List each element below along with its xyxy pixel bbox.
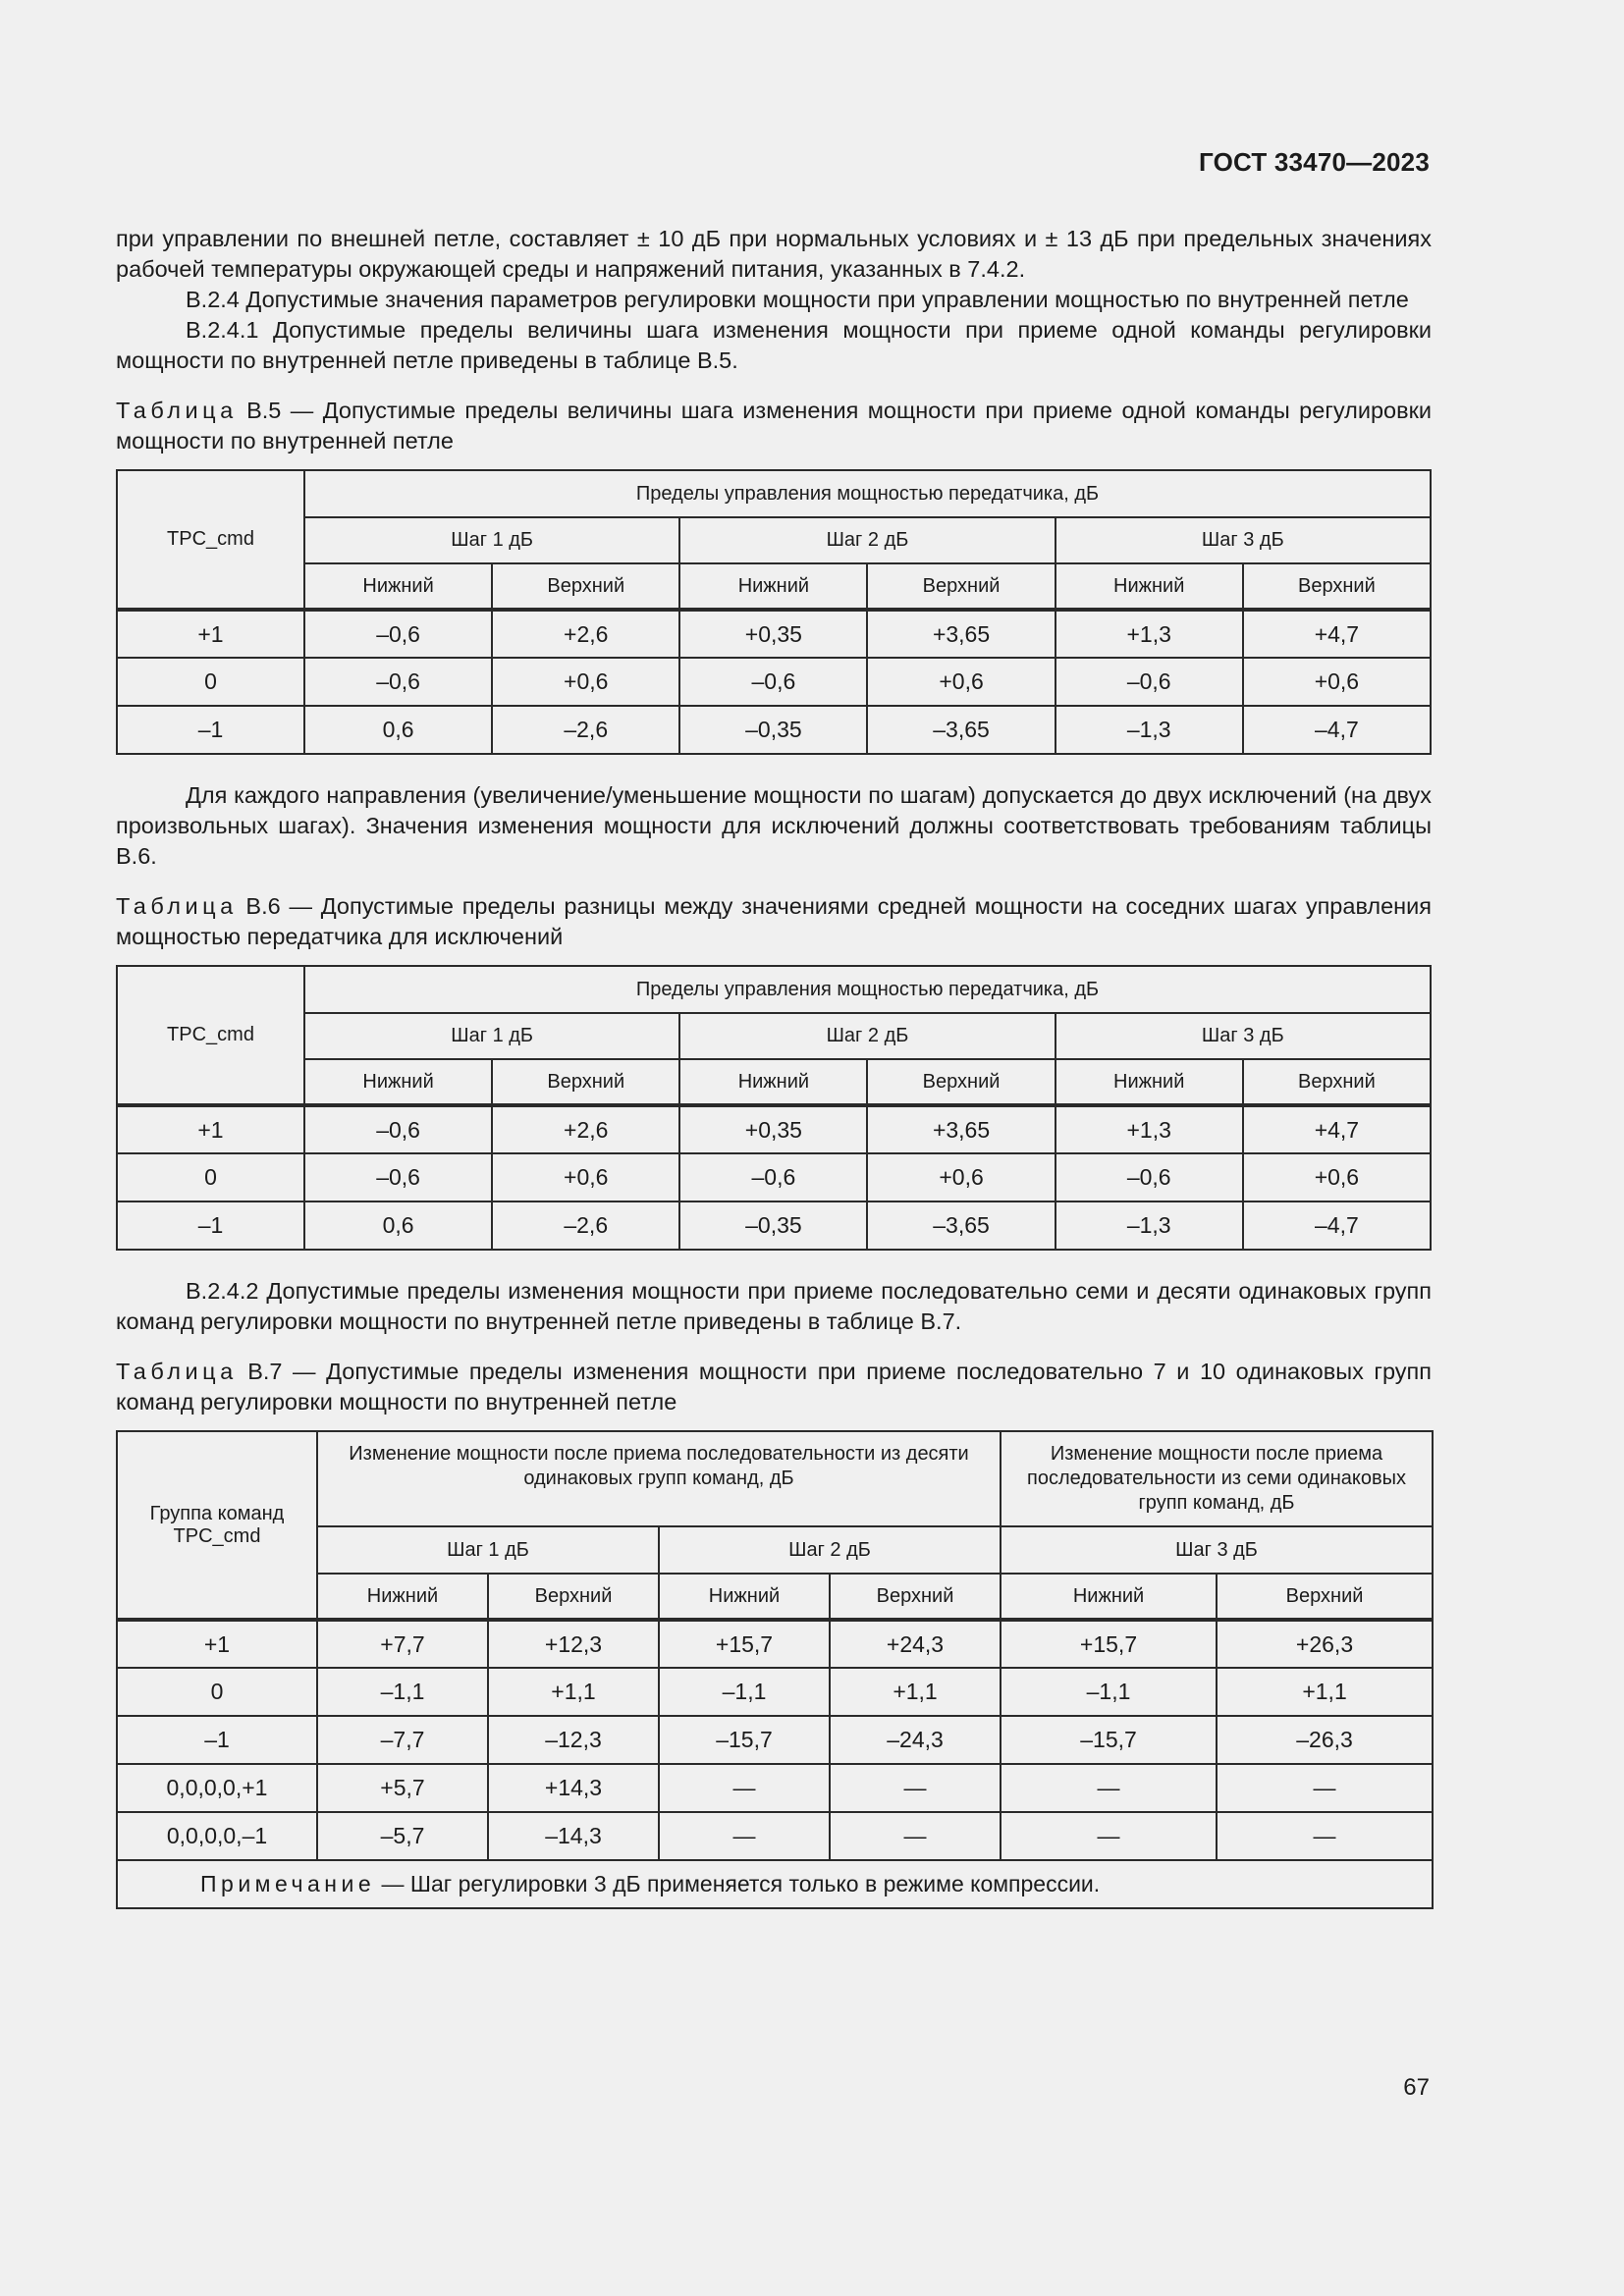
cell: +1,3 xyxy=(1056,610,1243,658)
cell: –4,7 xyxy=(1243,706,1431,754)
header-upper: Верхний xyxy=(492,563,679,610)
cell: — xyxy=(1001,1812,1217,1860)
caption-lead: Таблица xyxy=(116,893,238,919)
table-row xyxy=(117,1716,1433,1764)
page-content xyxy=(116,224,1432,1909)
cell: 0 xyxy=(117,1153,304,1201)
header-lower: Нижний xyxy=(659,1574,830,1620)
cell: +12,3 xyxy=(488,1620,659,1668)
header-upper: Верхний xyxy=(492,1059,679,1105)
cell: 0 xyxy=(117,1668,317,1716)
cell: –0,6 xyxy=(304,658,492,706)
cell: +7,7 xyxy=(317,1620,488,1668)
header-step2: Шаг 2 дБ xyxy=(679,517,1055,563)
cell: –1,1 xyxy=(659,1668,830,1716)
cell: –1 xyxy=(117,706,304,754)
cell: +3,65 xyxy=(867,610,1055,658)
header-step1: Шаг 1 дБ xyxy=(304,517,679,563)
cell: 0,6 xyxy=(304,1201,492,1250)
cell: +24,3 xyxy=(830,1620,1001,1668)
header-lower: Нижний xyxy=(679,1059,867,1105)
caption-text: В.6 — Допустимые пределы разницы между значениями средней мощности на соседних шагах управления мощностью передатчика для исключений xyxy=(116,893,1432,949)
table-note-row xyxy=(117,1860,1433,1908)
cell: –15,7 xyxy=(659,1716,830,1764)
cell: +0,6 xyxy=(1243,658,1431,706)
paragraph-b241: В.2.4.1 Допустимые пределы величины шага изменения мощности при приеме одной команды регулировки мощности по внутренней петле приведены в таблице В.5. xyxy=(116,317,1432,373)
note-lead: Примечание xyxy=(200,1871,376,1896)
header-upper: Верхний xyxy=(1243,1059,1431,1105)
paragraph-exceptions: Для каждого направления (увеличение/уменьшение мощности по шагам) допускается до двух исключений (на двух произвольных шагах). Значения изменения мощности для исключений должны соответствовать требованиям таблицы В.6. xyxy=(116,782,1432,869)
cell: +2,6 xyxy=(492,610,679,658)
header-step1: Шаг 1 дБ xyxy=(317,1526,659,1574)
caption-lead: Таблица xyxy=(116,1359,238,1384)
paragraph-b24: В.2.4 Допустимые значения параметров регулировки мощности при управлении мощностью по внутренней петле xyxy=(186,287,1409,312)
header-lower: Нижний xyxy=(317,1574,488,1620)
cell: +0,35 xyxy=(679,610,867,658)
table-b6 xyxy=(116,965,1432,1251)
cell: –1,3 xyxy=(1056,1201,1243,1250)
table-b7-caption xyxy=(116,1357,1432,1417)
header-lower: Нижний xyxy=(1056,1059,1243,1105)
table-row xyxy=(117,706,1431,754)
cell: — xyxy=(1217,1764,1433,1812)
header-lower: Нижний xyxy=(1056,563,1243,610)
header-upper: Верхний xyxy=(1217,1574,1433,1620)
cell: +0,6 xyxy=(492,1153,679,1201)
document-id: ГОСТ 33470—2023 xyxy=(1199,147,1430,177)
cell: +2,6 xyxy=(492,1105,679,1153)
cell: — xyxy=(1217,1812,1433,1860)
table-row xyxy=(117,1812,1433,1860)
header-seven-groups: Изменение мощности после приема последовательности из семи одинаковых групп команд, дБ xyxy=(1001,1431,1433,1526)
header-upper: Верхний xyxy=(830,1574,1001,1620)
cell: +0,6 xyxy=(1243,1153,1431,1201)
cell: –15,7 xyxy=(1001,1716,1217,1764)
table-b5-caption xyxy=(116,396,1432,456)
table-b5 xyxy=(116,469,1432,755)
cell: +15,7 xyxy=(1001,1620,1217,1668)
header-step1: Шаг 1 дБ xyxy=(304,1013,679,1059)
header-step2: Шаг 2 дБ xyxy=(659,1526,1001,1574)
cell: +1,1 xyxy=(830,1668,1001,1716)
cell: –2,6 xyxy=(492,1201,679,1250)
header-tpc: TPC_cmd xyxy=(117,966,304,1105)
cell: +26,3 xyxy=(1217,1620,1433,1668)
cell: +1 xyxy=(117,1105,304,1153)
cell: +14,3 xyxy=(488,1764,659,1812)
header-lower: Нижний xyxy=(1001,1574,1217,1620)
cell: –3,65 xyxy=(867,706,1055,754)
caption-lead: Таблица xyxy=(116,398,238,423)
table-b7 xyxy=(116,1430,1434,1909)
table-row xyxy=(117,1201,1431,1250)
cell: –0,6 xyxy=(679,1153,867,1201)
cell: –5,7 xyxy=(317,1812,488,1860)
cell: –0,35 xyxy=(679,1201,867,1250)
header-lower: Нижний xyxy=(304,1059,492,1105)
cell: –0,6 xyxy=(1056,658,1243,706)
cell: –24,3 xyxy=(830,1716,1001,1764)
cell: — xyxy=(659,1764,830,1812)
header-ten-groups: Изменение мощности после приема последовательности из десяти одинаковых групп команд, дБ xyxy=(317,1431,1001,1526)
table-row xyxy=(117,1620,1433,1668)
cell: +0,6 xyxy=(867,1153,1055,1201)
header-limits: Пределы управления мощностью передатчика, дБ xyxy=(304,470,1431,517)
cell: –3,65 xyxy=(867,1201,1055,1250)
cell: +1 xyxy=(117,1620,317,1668)
header-command-group: Группа команд TPC_cmd xyxy=(117,1431,317,1620)
header-tpc: TPC_cmd xyxy=(117,470,304,610)
cell: — xyxy=(830,1812,1001,1860)
table-note xyxy=(117,1860,1433,1908)
table-row xyxy=(117,658,1431,706)
table-row xyxy=(117,1668,1433,1716)
cell: –14,3 xyxy=(488,1812,659,1860)
caption-text: В.7 — Допустимые пределы изменения мощности при приеме последовательно 7 и 10 одинаковых групп команд регулировки мощности по внутренней петле xyxy=(116,1359,1432,1415)
header-upper: Верхний xyxy=(867,563,1055,610)
cell: –1 xyxy=(117,1716,317,1764)
cell: +0,35 xyxy=(679,1105,867,1153)
cell: –0,6 xyxy=(1056,1153,1243,1201)
cell: +4,7 xyxy=(1243,610,1431,658)
header-limits: Пределы управления мощностью передатчика, дБ xyxy=(304,966,1431,1013)
paragraph-b242: В.2.4.2 Допустимые пределы изменения мощности при приеме последовательно семи и десяти одинаковых групп команд регулировки мощности по внутренней петле приведены в таблице В.7. xyxy=(116,1278,1432,1334)
header-step3: Шаг 3 дБ xyxy=(1001,1526,1433,1574)
cell: –4,7 xyxy=(1243,1201,1431,1250)
table-b6-caption xyxy=(116,891,1432,952)
cell: — xyxy=(1001,1764,1217,1812)
cell: +5,7 xyxy=(317,1764,488,1812)
cell: –0,6 xyxy=(304,610,492,658)
cell: –7,7 xyxy=(317,1716,488,1764)
cell: +1 xyxy=(117,610,304,658)
cell: +3,65 xyxy=(867,1105,1055,1153)
cell: 0,6 xyxy=(304,706,492,754)
cell: 0,0,0,0,–1 xyxy=(117,1812,317,1860)
header-lower: Нижний xyxy=(304,563,492,610)
cell: –12,3 xyxy=(488,1716,659,1764)
cell: — xyxy=(659,1812,830,1860)
cell: +4,7 xyxy=(1243,1105,1431,1153)
cell: –26,3 xyxy=(1217,1716,1433,1764)
table-row xyxy=(117,1105,1431,1153)
table-row xyxy=(117,610,1431,658)
header-step3: Шаг 3 дБ xyxy=(1056,517,1431,563)
header-lower: Нижний xyxy=(679,563,867,610)
cell: –1 xyxy=(117,1201,304,1250)
cell: –1,1 xyxy=(317,1668,488,1716)
table-row xyxy=(117,1153,1431,1201)
note-text: — Шаг регулировки 3 дБ применяется только в режиме компрессии. xyxy=(375,1871,1101,1896)
cell: –2,6 xyxy=(492,706,679,754)
cell: –0,35 xyxy=(679,706,867,754)
cell: –1,3 xyxy=(1056,706,1243,754)
cell: +0,6 xyxy=(867,658,1055,706)
table-row xyxy=(117,1764,1433,1812)
cell: +1,1 xyxy=(488,1668,659,1716)
cell: +15,7 xyxy=(659,1620,830,1668)
cell: +0,6 xyxy=(492,658,679,706)
header-upper: Верхний xyxy=(1243,563,1431,610)
cell: 0 xyxy=(117,658,304,706)
header-step3: Шаг 3 дБ xyxy=(1056,1013,1431,1059)
header-upper: Верхний xyxy=(867,1059,1055,1105)
cell: — xyxy=(830,1764,1001,1812)
cell: +1,3 xyxy=(1056,1105,1243,1153)
header-upper: Верхний xyxy=(488,1574,659,1620)
page-number: 67 xyxy=(1403,2074,1430,2101)
cell: 0,0,0,0,+1 xyxy=(117,1764,317,1812)
cell: –1,1 xyxy=(1001,1668,1217,1716)
header-step2: Шаг 2 дБ xyxy=(679,1013,1055,1059)
cell: –0,6 xyxy=(679,658,867,706)
cell: –0,6 xyxy=(304,1105,492,1153)
cell: –0,6 xyxy=(304,1153,492,1201)
cell: +1,1 xyxy=(1217,1668,1433,1716)
caption-text: В.5 — Допустимые пределы величины шага изменения мощности при приеме одной команды регулировки мощности по внутренней петле xyxy=(116,398,1432,454)
paragraph-continuation: при управлении по внешней петле, составляет ± 10 дБ при нормальных условиях и ± 13 дБ при предельных значениях рабочей температуры окружающей среды и напряжений питания, указанных в 7.4.2. xyxy=(116,226,1432,282)
